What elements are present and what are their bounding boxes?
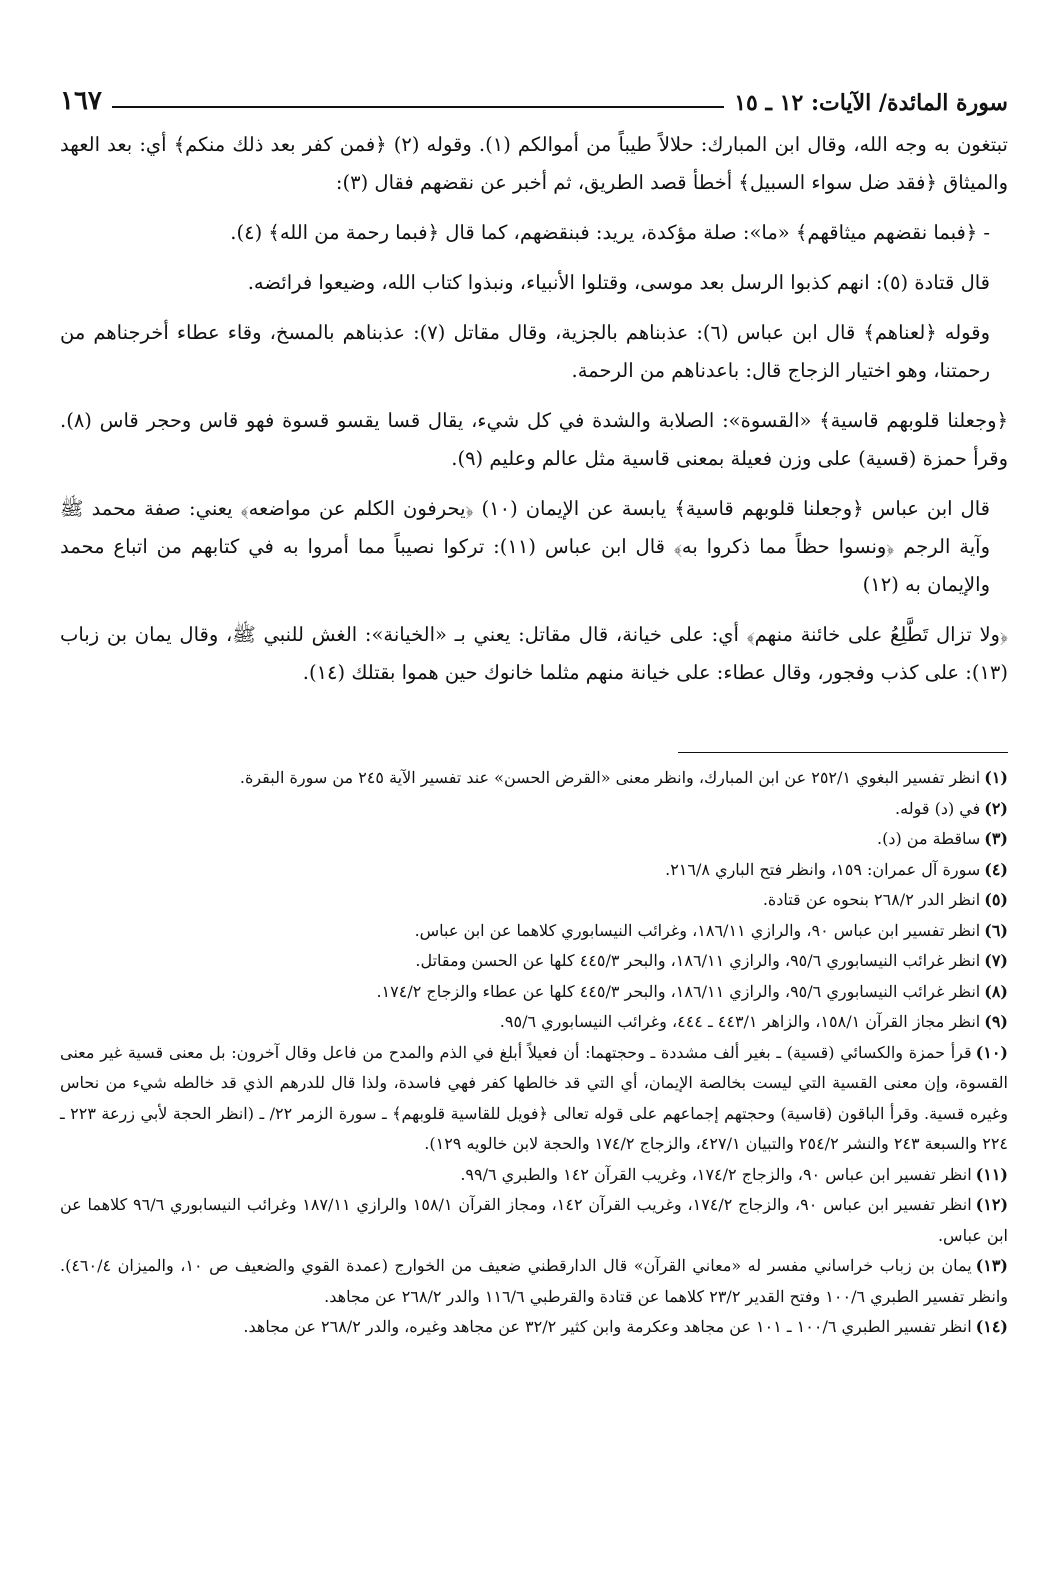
footnote-separator xyxy=(678,752,1008,753)
paragraph: قال قتادة (٥): انهم كذبوا الرسل بعد موسى، وقتلوا الأنبياء، ونبذوا كتاب الله، وضيعوا فرائضه. xyxy=(247,271,990,294)
footnote-number: (١١) xyxy=(975,1164,1008,1184)
footnote xyxy=(60,1312,1008,1343)
footnote xyxy=(60,946,1008,977)
footnote xyxy=(60,1007,1008,1038)
footnote-text: انظر مجاز القرآن ١٥٨/١، والزاهر ٤٤٣/١ ـ ٤٤٤، وغرائب النيسابوري ٩٥/٦. xyxy=(499,1012,981,1031)
footnote xyxy=(60,763,1008,794)
footnote xyxy=(60,1251,1008,1312)
footnote xyxy=(60,1038,1008,1160)
footnote-number: (١٤) xyxy=(975,1317,1008,1336)
footnote-text: ساقطة من (د). xyxy=(877,829,981,848)
paragraph: تبتغون به وجه الله، وقال ابن المبارك: حلالاً طيباً من أموالكم (١). وقوله (٢) ﴿فمن كفر بعد ذلك منكم﴾ أي: بعد العهد والميثاق ﴿فقد ضل سواء السبيل﴾ أخطأ قصد الطريق، ثم أخبر عن نقضهم فقال (٣): xyxy=(60,133,1008,194)
footnote-text: يمان بن زباب خراساني مفسر له «معاني القرآن» قال الدارقطني ضعيف من الخوارج (عمدة القوي والضعيف ص ١٠، والميزان ٤٦٠/٤). وانظر تفسير الطبري ١٠٠/٦ وفتح القدير ٢٣/٢ كلاهما عن قتادة والقرطبي ١١٦/٦ والدر ٢٦٨/٢ عن مجاهد. xyxy=(60,1256,1008,1306)
running-title: سورة المائدة/ الآيات: ١٢ ـ ١٥ xyxy=(734,90,1008,116)
footnote-text: انظر تفسير ابن عباس ٩٠، والرازي ١٨٦/١١، وغرائب النيسابوري كلاهما عن ابن عباس. xyxy=(414,920,981,940)
footnote-number: (٢) xyxy=(984,798,1008,818)
footnote-number: (١٢) xyxy=(975,1195,1009,1214)
footnote-text: قرأ حمزة والكسائي (قسية) ـ بغير ألف مشددة ـ وحجتهما: أن فعيلاً أبلغ في الذم والمدح من فاعل وقال آخرون: بل معنى قسية غير معنى القسوة، وإن معنى القسية التي ليست بخالصة الإيمان، أي التي قد خالطها كفر فهي فاسدة، ولذا قال للدرهم الذي قد خالطه شيء من نحاس وغيره قسية. وقرأ الباقون (قاسية) وحجتهم إجماعهم على قوله تعالى ﴿فويل للقاسية قلوبهم﴾ ـ سورة الزمر ٢٢/ ـ (انظر الحجة لأبي زرعة ٢٢٣ ـ ٢٢٤ والسبعة ٢٤٣ والنشر ٢٥٤/٢ والتبيان ٤٢٧/١، والزجاج ١٧٤/٢ والحجة لابن خالويه ١٢٩). xyxy=(60,1042,1009,1153)
footnote-text: في (د) قوله. xyxy=(895,798,981,818)
footnote xyxy=(60,916,1008,947)
footnote-text: انظر الدر ٢٦٨/٢ بنحوه عن قتادة. xyxy=(762,890,981,909)
footnote-text: انظر تفسير الطبري ١٠٠/٦ ـ ١٠١ عن مجاهد وعكرمة وابن كثير ٣٢/٢ عن مجاهد وغيره، والدر ٢٦٨/٢ عن مجاهد. xyxy=(243,1317,972,1336)
footnote-text: انظر تفسير ابن عباس ٩٠، والزجاج ١٧٤/٢، وغريب القرآن ١٤٢ والطبري ٩٩/٦. xyxy=(460,1164,972,1184)
header-rule xyxy=(112,106,724,108)
footnote-number: (٧) xyxy=(984,951,1008,970)
footnote-text: انظر غرائب النيسابوري ٩٥/٦، والرازي ١٨٦/١١، والبحر ٤٤٥/٣ كلها عن الحسن ومقاتل. xyxy=(415,951,981,970)
footnote-number: (٦) xyxy=(984,920,1008,940)
paragraph: - ﴿فبما نقضهم ميثاقهم﴾ «ما»: صلة مؤكدة، يريد: فبنقضهم، كما قال ﴿فبما رحمة من الله﴾ (٤). xyxy=(230,221,990,244)
footnote-number: (١٣) xyxy=(975,1256,1008,1275)
footnote-number: (١٠) xyxy=(975,1042,1008,1062)
footnote-text: انظر غرائب النيسابوري ٩٥/٦، والرازي ١٨٦/١١، والبحر ٤٤٥/٣ كلها عن عطاء والزجاج ١٧٤/٢. xyxy=(376,981,981,1001)
footnote-number: (١) xyxy=(984,768,1008,787)
footnote-number: (٤) xyxy=(984,859,1008,879)
footnote xyxy=(60,1190,1008,1251)
footnote xyxy=(60,855,1008,886)
footnote xyxy=(60,885,1008,916)
footnote-text: سورة آل عمران: ١٥٩، وانظر فتح الباري ٢١٦/٨. xyxy=(665,859,981,879)
footnote-text: انظر تفسير ابن عباس ٩٠، والزجاج ١٧٤/٢، وغريب القرآن ١٤٢، ومجاز القرآن ١٥٨/١ والرازي ١٨٧/١١ وغرائب النيسابوري ٩٦/٦ كلاهما عن ابن عباس. xyxy=(60,1195,1008,1245)
footnote-text: انظر تفسير البغوي ٢٥٢/١ عن ابن المبارك، وانظر معنى «القرض الحسن» عند تفسير الآية ٢٤٥ من سورة البقرة. xyxy=(239,768,981,787)
footnote-number: (٨) xyxy=(984,981,1008,1001)
main-text xyxy=(60,126,1008,692)
paragraph: وقوله ﴿لعناهم﴾ قال ابن عباس (٦): عذبناهم بالجزية، وقال مقاتل (٧): عذبناهم بالمسخ، وقاء عطاء أخرجناهم من رحمتنا، وهو اختيار الزجاج قال: باعدناهم من الرحمة. xyxy=(60,321,990,382)
page-number: ١٦٧ xyxy=(60,86,102,116)
footnote xyxy=(60,794,1008,825)
paragraph: قال ابن عباس ﴿وجعلنا قلوبهم قاسية﴾ يابسة عن الإيمان (١٠) ﴿يحرفون الكلم عن مواضعه﴾ يعني: صفة محمد ﷺ وآية الرجم ﴿ونسوا حظاً مما ذكروا به﴾ قال ابن عباس (١١): تركوا نصيباً مما أمروا به في كتابهم من اتباع محمد والإيمان به (١٢) xyxy=(60,497,990,596)
page-header xyxy=(60,82,1008,116)
paragraph: ﴿وجعلنا قلوبهم قاسية﴾ «القسوة»: الصلابة والشدة في كل شيء، يقال قسا يقسو قسوة فهو قاس وحجر قاس (٨). وقرأ حمزة (قسية) على وزن فعيلة بمعنى قاسية مثل عالم وعليم (٩). xyxy=(60,409,1008,470)
footnote xyxy=(60,977,1008,1008)
footnote-number: (٥) xyxy=(984,890,1008,909)
footnote xyxy=(60,824,1008,855)
footnote xyxy=(60,1160,1008,1191)
paragraph: ﴿ولا تزال تَطَّلِعُ على خائنة منهم﴾ أي: على خيانة، قال مقاتل: يعني بـ «الخيانة»: الغش للنبي ﷺ، وقال يمان بن زباب (١٣): على كذب وفجور، وقال عطاء: على خيانة منهم مثلما خانوك حين هموا بقتلك (١٤). xyxy=(60,623,1008,684)
footnote-number: (٩) xyxy=(984,1012,1008,1031)
footnote-number: (٣) xyxy=(984,829,1008,848)
footnotes xyxy=(60,763,1008,1343)
